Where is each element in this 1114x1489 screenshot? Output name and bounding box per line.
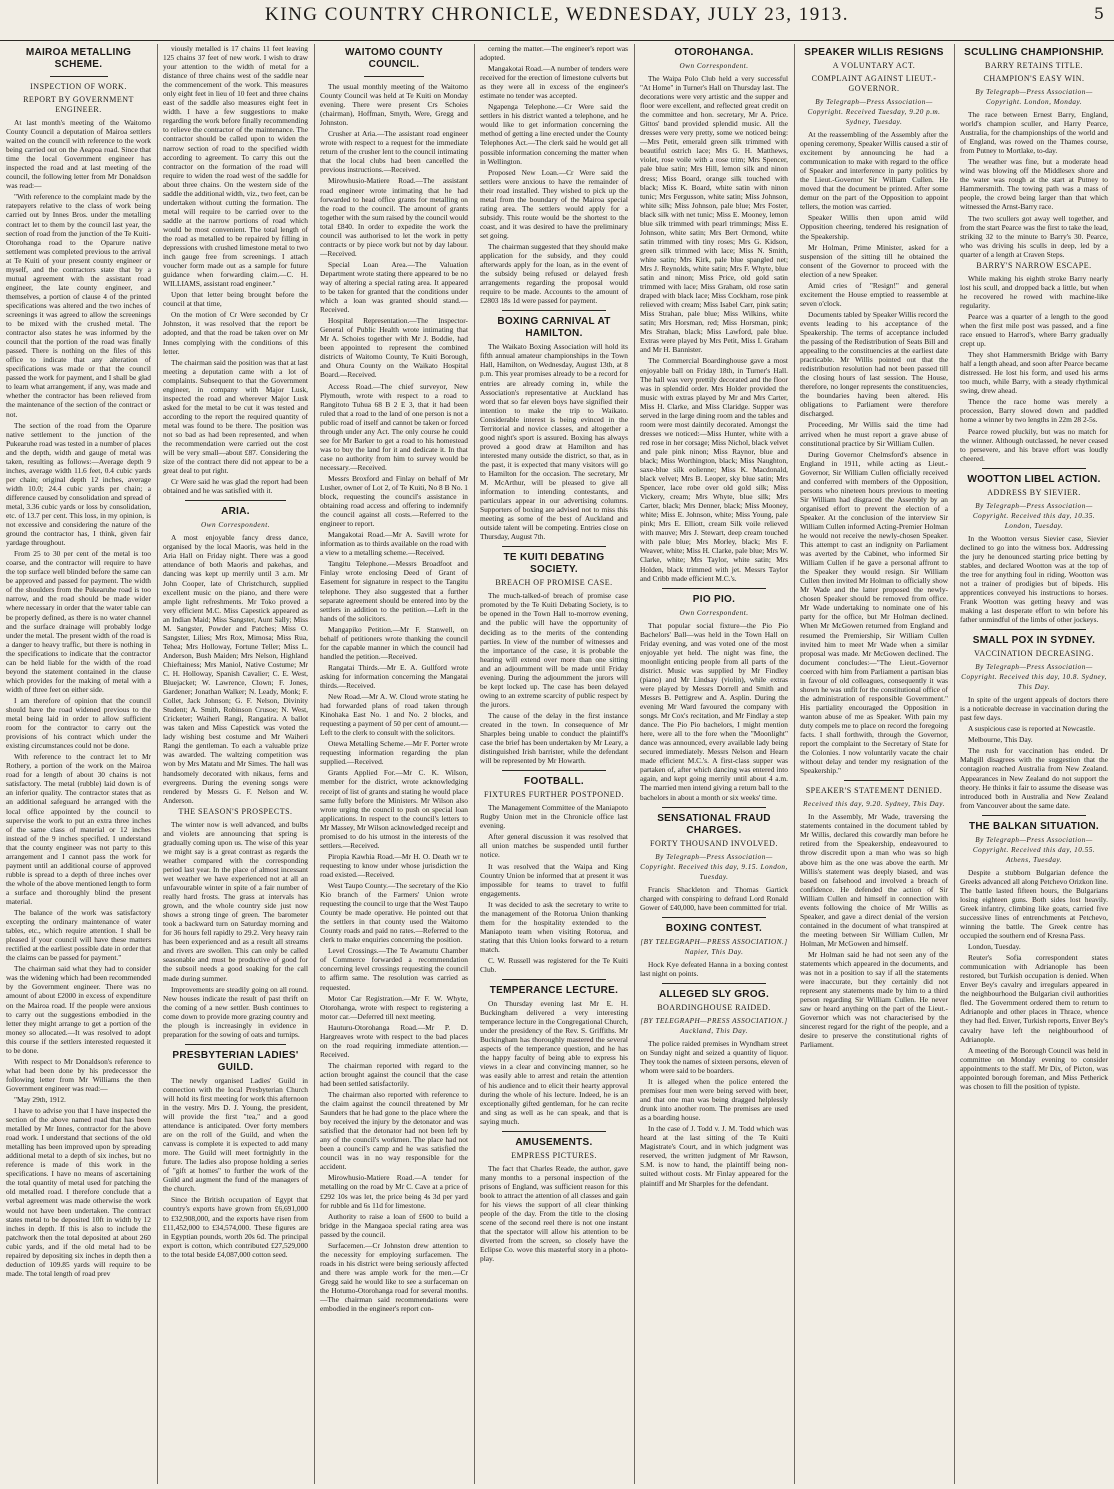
paragraph: The weather was fine, but a moderate head wind was blowing off the Middlesex shore and the water was rough at the start at Putney to Hammersmith. The towing path was a mass of people, the crowd being larger than that which witnessed the Arnst-Barry race. xyxy=(960,157,1108,212)
telegraph-line: Received this day, 9.20. Sydney, This Day. xyxy=(803,800,945,809)
paragraph: In spite of the urgent appeals of doctors there is a noticeable decrease in vaccination during the past few days. xyxy=(960,695,1108,723)
paragraph: At the reassembling of the Assembly after the opening ceremony, Speaker Willis caused a stir of excitement by announcing he had a communication to make with regard to the office of Speaker and interference in party politics by the Lieut.-Governor Sir William Cullen. He moved that the document be printed. After some demur on the part of the Opposition to appoint tellers, the motion was carried. xyxy=(800,130,948,212)
paragraph: It is alleged when the police entered the premises four men were being served with beer, and that one man was being dragged helplessly drunk into another room. The premises are used as a boarding house. xyxy=(640,1076,788,1123)
article-subhead: BOARDINGHOUSE RAIDED. xyxy=(657,1002,771,1012)
divider xyxy=(185,1044,287,1045)
paragraph: The winter now is well advanced, and bulbs and violets are announcing that spring is gradually coming upon us. The wise of this year we might say is a great contrast as regards the weather compared with the corresponding period last year. In the place of almost incessant wet weather we have experienced not at all an unfavourable winter in spite of a fair number of really hard frosts. The grass at intervals has grown, and the whole country side just now shows a strong tinge of green. The barometer took a backward turn on Saturday morning and for 36 hours fell rapidly to 29.2. Very heavy rain has been experienced and as a result all streams and rivers are swollen. This can only be called seasonable and must be productive of good for the subsoil needs a good soaking for the call made during summer. xyxy=(163,819,308,983)
paragraph: Upon that letter being brought before the council at that time, xyxy=(163,290,308,309)
article-headline: TEMPERANCE LECTURE. xyxy=(489,985,619,997)
paragraph: Proposed New Loan.—Cr Were said the settlers were anxious to have the remainder of their road installed. They wished to pick up the metal from the boundary of the Mairoa special rating area. The settlers would apply for a subsidy. This route would be the shortest to the coast, and it was desired to have the preliminary set going. xyxy=(480,167,628,240)
paragraph: Ngapenga Telephone.—Cr Were said the settlers in his district wanted a telephone, and he would like to get information concerning the method of getting a line erected under the County Telephones Act.—The clerk said he would get all possible information concerning the matter when in Wellington. xyxy=(480,102,628,166)
paragraph: The two scullers got away well together, and from the start Pearce was the first to take the lead, striking 32 to the minute to Barry's 30. Pearce, who was driving his sculls in deep, led by a quarter of a length at Craven Steps. xyxy=(960,213,1108,259)
article-headline: WOOTTON LIBEL ACTION. xyxy=(967,473,1101,485)
article-headline: BOXING CONTEST. xyxy=(665,922,763,934)
article-subhead: INSPECTION OF WORK. xyxy=(30,82,127,91)
paragraph: It was resolved that the Waipa and King Country Union be informed that at present it was impossible for teams to travel to fulfil engagements. xyxy=(480,861,628,898)
telegraph-line: By Telegraph—Press Association—Copyright. Received Tuesday, 9.20 p.m. Sydney, Tuesday. xyxy=(807,98,941,126)
article-headline: PRESBYTERIAN LADIES' GUILD. xyxy=(172,1049,299,1073)
divider xyxy=(662,917,766,918)
paragraph: Amid cries of "Resign!" and general excitement the House emptied to reassemble at seven o'clock. xyxy=(800,280,948,308)
divider xyxy=(662,983,766,984)
paragraph: On the motion of Cr Were seconded by Cr Johnston, it was resolved that the report be adopted, and that the road be taken over on Mr Innes complying with the conditions of this letter. xyxy=(163,310,308,356)
article-headline: ARIA. xyxy=(221,506,250,518)
paragraph: London, Tuesday. xyxy=(968,942,1021,952)
divider xyxy=(502,770,606,771)
article-headline: OTOROHANGA. xyxy=(674,47,754,58)
paragraph: Rangatai Thirds.—Mr E. A. Gullford wrote asking for information concerning the Mangatai thirds.—Received. xyxy=(320,662,468,690)
paragraph: A most enjoyable fancy dress dance, organised by the local Maoris, was held in the Aria Hall on Friday night. There was a good attendance of both Maoris and pakehas, and dancing was kept up merrily until 3 a.m. Mr John Cooper, late of Christchurch, supplied excellent music on the piano, and there were ample light refreshments. Mr Toko proved a very efficient M.C. Miss Capestick appeared as an Indian Maid; Miss Sangster, Aunt Sally; Miss M. Sangster, Powder and Patches; Miss O. Sangster, Lilies; Mrs Rox, Mimosa; Miss Rua, Tehea; Mrs Holloway, Fortune Teller; Miss L. Anderson, Bush Maiden; Mrs Nelson, Highland Chieftainess; Mrs Maniol, Native Costume; Mr C. H. Holloway, Spanish Cavalier; C. E. West, Bluejacket; W. Lawrence, Clown; F. Jones, Gardener; Jonathan Walker; N. Leady, Monk; F. Collet, Jack Johnson; G. F. Nelson, Divinity Student; A. Smith, Robinson Crusoe; N. West, Cricketer; Waiheri Rangi, Rangatira. A ballot was taken and Miss Capestick was voted the lady wishing best costume and Mr Waiheri Rangi the gentleman. To each a valuable prize was awarded. The waltzing competition was won by Mrs Matatu and Mr Simes. The hall was handsomely decorated with nikaus, ferns and evergreens. During the evening songs were rendered by Messrs G. F. Nelson and W. Anderson. xyxy=(163,533,308,805)
paragraph: The newly organised Ladies' Guild in connection with the local Presbyterian Church will hold its first meeting for work this afternoon in the vestry. Mrs D. J. Young, the president, will provide the first "tea," and a good attendance is anticipated. Over forty members are on the roll of the Guild, and when the canvass is complete it is expected to add many more. The Guild will meet fortnightly in the future. The ladies also propose holding a series of "gift at homes" to further the work of the Guild and augment the fund of the managers of the church. xyxy=(163,1075,308,1194)
paragraph: The chairman reported with regard to the action brought against the council that the case had been settled satisfactorily. xyxy=(320,1060,468,1088)
paragraph: viously metalled is 17 chains 11 feet leaving 125 chains 37 feet of new work. I wish to draw your attention to the width of metal for a distance of three chains west of the saddle near the commencement of the work. This measures only eight feet in lieu of 10 feet and three chains east of the saddle also measures eight feet in width. I have a few suggestions to make regarding the work before finally recommending to relieve the contractor of the maintenance. The contractor should be called upon to widen the narrow section of road to the specified width according to agreement. To carry this out the contractor on the formation of the road will require to widen the road west of the saddle for about three chains. On the western side of the saddle the additional width, viz., two feet, can be undertaken without cutting the formation. The metal will require to be carried over to the saddle at the narrow portions of road which would be most convenient. The total length of the road as metalled to be repaired by filling in depressions with crushed limestone metal to two inch gauge free from screenings. I attach voucher form made out as a sample for future guidance when forwarding claim.—C. H. WILLIAMS, assistant road engineer." xyxy=(163,44,308,289)
article-subhead: A VOLUNTARY ACT. xyxy=(832,61,916,70)
page-number: 5 xyxy=(1093,4,1104,23)
telegraph-line: [BY TELEGRAPH—PRESS ASSOCIATION.] Napier, This Day. xyxy=(640,937,788,956)
telegraph-line: [BY TELEGRAPH—PRESS ASSOCIATION.] Auckland, This Day. xyxy=(640,1016,788,1035)
paragraph: Mr Holman said he had not seen any of the statements which appeared in the documents, and was not in a position to say if all the statements were inaccurate, but they certainly did not represent any statements made by him to a third person regarding Sir William Cullen. He never saw or heard anything on the part of the Lieut.-Governor which was not characterised by the sincerest regard for the right of the people, and a desire to preserve the constitutional rights of Parliament. xyxy=(800,949,948,1050)
article-headline: SPEAKER WILLIS RESIGNS xyxy=(804,47,944,58)
paragraph: A meeting of the Borough Council was held in committee on Monday evening to consider appointments to the staff. Mr Dix, of Picton, was appointed borough foreman, and Miss Petherick was chosen to fill the position of typiste. xyxy=(960,1045,1108,1091)
divider xyxy=(185,500,287,501)
paragraph: Hauturu-Otorohanga Road.—Mr P. D. Hargreaves wrote with respect to the bad places on the road requiring immediate attention.—Received. xyxy=(320,1022,468,1059)
paragraph: Messrs Broxford and Finlay on behalf of Mr Lusher, owner of Lot 2, of Te Kuiti, No 8 B No. 1 block, requesting the council's assistance in obtaining road access and offering to indemnify the council against all costs.—Referred to the engineer to report. xyxy=(320,473,468,529)
paragraph: The Waipa Polo Club held a very successful "At Home" in Turner's Hall on Thursday last. The decorations were very artistic and the supper and floor were excellent, and reflected great credit on the committee and hon. secretary, Mr A. Price. Gittos' band provided splendid music. All the dresses were very pretty, some we noticed being:—Mrs Petit, emerald green silk trimmed with beautiful ostrich lace; Mrs G. H. Matthews, violet, rose voile with a rose trim; Mrs Spencer, pale blue satin; Mrs Hill, lemon silk and ninon dress; Miss Board, orange silk touched with black; Miss K. Board, white satin with ninon tunic; Mrs Fergusson, white satin; Miss Johnson, white silk; Miss Johnson, pale blue; Mrs Foster, black silk with net tunic; Miss E. Mooney, lemon blue silk trimmed with pearl trimmings; Miss E. Johnson, white satin; Mrs Bert Ormond, white satin trimmed with tiny roses; Mrs G. Kidson, green silk trimmed with lace; Miss N. Smith, white satin; Mrs Kirk, pale blue spangled net; Mrs J. Reynolds, white satin; Mrs F. Whyte, blue satin and ninon; Miss Price, old gold satin trimmed with lace; Miss Graham, old rose satin draped with black lace; Miss Cockham, rose pink relieved with cream; Miss Isabel Carr, pink satin; Miss Strahan, pale blue; Miss Wilkins, white satin; Mrs Horsman, red; Miss Horsman, pink; Mrs Strahan, black; Miss Lawford, pale blue. Extras were played by Mrs Petit, Miss I. Graham and Mr H. Bannister. xyxy=(640,74,788,355)
divider xyxy=(982,815,1086,816)
paragraph: Piropia Kawhia Road.—Mr H. O. Death wr te requesting to know under whose jurisdiction the road existed.—Received. xyxy=(320,851,468,879)
article-headline: MAIROA METALLING SCHEME. xyxy=(25,47,132,70)
paragraph: The police raided premises in Wyndham street on Sunday night and seized a quantity of liquor. They took the names of sixteen persons, eleven of whom were said to be boarders. xyxy=(640,1038,788,1075)
byline: Own Correspondent. xyxy=(200,521,271,530)
paragraph: Despite a stubborn Bulgarian defence the Greeks advanced all along Petchevo Orizkon line. The battle lasted fifteen hours, the Bulgarians losing eighteen guns. Both sides lost heavily. Greek infantry, climbing like goats, carried five successive lines of entrenchments at Petchevo, winning the battle. The Greek centre has occupied the southern end of Kresna Pass. xyxy=(960,867,1108,941)
paragraph: The chairman said the position was that at last meeting a deputation came with a lot of complaints. Subsequent to that the Government engineer, in company with Major Lusk, inspected the road and wherever Major Lusk asked for the metal to be cut it was tested and according to the report the required quantity of metal was found to be there. The position was not so bad as had been represented, and when the recommendation were carried out the cost will be very small—about £87. Considering the size of the contract there did not appear to be a great deal to put right. xyxy=(163,357,308,476)
paragraph: Surfacemen.—Cr Johnston drew attention to the necessity for employing surfacemen. The roads in his district were being seriously affected and there was ample work for the men.—Cr Gregg said he would like to see a surfaceman on the Hotumo-Otorohanga road for several months.—The chairman said recommendations were embodied in the engineer's report con- xyxy=(320,1240,468,1314)
paragraph: The race between Ernest Barry, England, world's champion sculler, and Harry Pearce, Australia, for the championships of the world and of England, was rowed on the Thames course, from Putney to Mortlake, to-day. xyxy=(960,110,1108,156)
paragraph: New Road.—Mr A. W. Cloud wrote stating he had forwarded plans of road taken through Kinohaka East No. 1 and No. 2 blocks, and requesting a payment of 50 per cent of amount.—Left to the clerk to consult with the solicitors. xyxy=(320,692,468,738)
article-subhead: ADDRESS BY SIEVIER. xyxy=(987,487,1081,497)
paragraph: Mr Holman, Prime Minister, asked for a suspension of the sitting till he obtained the consent of the Governor to proceed with the election of a new Speaker. xyxy=(800,242,948,279)
paragraph: In the Wootton versus Sievier case, Sievier declined to go into the witness box. Addressing the jury he denounced starting price betting by stables, and declared Wootton was at the top of the tree for anything foul in riding. Wootton was not a trainer of prodigies but of bipeds. His apprentices conveyed his instructions to horses. Frank Wootton was getting heavy and was making a last desperate effort to win before his father unmindful of the limbs of other jockeys. xyxy=(960,533,1108,625)
column-7 xyxy=(954,44,1114,1484)
paragraph: Mangapiko Petition.—Mr F. Stanwell, on behalf of petitioners wrote thanking the council for the capable manner in which the council had handled the petition.—Received. xyxy=(320,624,468,661)
divider xyxy=(364,76,423,77)
article-subhead: THE SEASON'S PROSPECTS. xyxy=(178,806,293,816)
paragraph: Crusher at Aria.—The assistant road engineer wrote with respect to a request for the immediate return of the crusher lent to the council intimating that the local clubs had been cancelled the previous instructions.—Received. xyxy=(320,129,468,175)
article-subhead: SPEAKER'S STATEMENT DENIED. xyxy=(805,786,943,796)
paragraph: Since the British occupation of Egypt that country's exports have grown from £6,691,000 to £32,908,000, and the exports have risen from £11,452,000 to £34,574,000. These figures are in Egyptian pounds, worth 20s 6d. The principal export is cotton, which contributed £27,529,000 to the total beside £4,087,000 cotton seed. xyxy=(163,1195,308,1259)
divider xyxy=(502,310,606,311)
paragraph: The rush for vaccination has ended. Dr Mahgill disagrees with the suggestion that the contagion reached Australia from New Zealand. Appearances in New Zealand do not support the theory. He thinks it fair to assume the disease was introduced both in Australia and New Zealand from Vancouver about the same date. xyxy=(960,746,1108,810)
article-subhead: FIXTURES FURTHER POSTPONED. xyxy=(484,790,624,800)
paragraph: After general discussion it was resolved that all union matches be suspended until further notice. xyxy=(480,832,628,860)
article-subhead: CHAMPION'S EASY WIN. xyxy=(983,74,1085,83)
paragraph: The Waikato Boxing Association will hold its fifth annual amateur championships in the Town Hall, Hamilton, on Wednesday, August 13th, at 8 p.m. This year promises already to be a record for entries are already coming in, while the Association's representative at Auckland has word that so far eleven boys have signified their intention to make the trip to Waikato. Considerable interest is being evinced in the Territorial and novice classes, and altogether a good night's sport is assured. Boxing has always proved a good draw at Hamilton and has interested many outside the district, so that, as in the past, it is expected that many visitors will go to Hamilton for the occasion. The secretary, Mr M. McArthur, will be pleased to give all information to intending contestants, and particulars appear in our advertising columns. Supporters of boxing are advised not to miss this meeting as some of the best of Auckland and outside talent will be competing. Entries close on Thursday, August 7th. xyxy=(480,342,628,542)
divider xyxy=(502,979,606,980)
paragraph: The chairman also reported with reference to the claim against the council threatened by Mr Saunders that he had gone to the place where the boy received the injury by the detonator and was satisfied that the detonator had not been left by any of the council's workmen. The place had not been a council's camp and he was satisfied the council was in no way responsible for the accident. xyxy=(320,1090,468,1172)
paragraph: With respect to Mr Donaldson's reference to what had been done by his predecessor the following letter from Mr Williams the then Government engineer was read:— xyxy=(6,1056,151,1093)
paragraph: The much-talked-of breach of promise case promoted by the Te Kuiti Debating Society, is to be opened in the Town Hall to-morrow evening, and the public will have the opportunity of deciding as to the merits of the contending parties. In view of the number of witnesses and the importance of the case, it is probable the hearing will extend over more than one sitting and an adjournment will be made until Friday evening. During the adjournment the jurors will be kept locked up. The case has been delayed owing to an extreme scarcity of public respect by the jurors. xyxy=(480,591,628,709)
article-headline: SCULLING CHAMPIONSHIP. xyxy=(964,47,1104,58)
paragraph: Improvements are steadily going on all round. New houses indicate the result of past thrift on the coming of a new settler. Bush continues to come down to provide more grazing country and the plough is increasingly in evidence in preparation for the sowing of oats and turnips. xyxy=(163,984,308,1039)
paragraph: It was decided to ask the secretary to write to the management of the Rotorua Union thanking them for the hospitality extended to the Maniapoto team when visiting Rotorua, and stating that this Union looks forward to a return match. xyxy=(480,899,628,954)
paragraph: The Management Committee of the Maniapoto Rugby Union met in the Chronicle office last evening. xyxy=(480,803,628,831)
paragraph: I am therefore of opinion that the council should have the road widened previous to the metal being laid in order to allow sufficient room for the contractor to carry out the provisions of his contract which under the existing circumstances could not be done. xyxy=(6,695,151,751)
paragraph: At last month's meeting of the Waitomo County Council a deputation of Mairoa settlers waited on the council with reference to the work being carried out on the Aeapoa road. Since that time the local Government engineer has inspected the road and at last meeting of the council, the following letter from Mr Donaldson was read:— xyxy=(6,118,151,191)
column-2 xyxy=(157,44,314,1484)
paragraph: Mirowhusio-Matiere Road.—The assistant road engineer wrote intimating that he had forwarded to head office grants for metalling on the road to the council. The amount of grants together with the sum raised by the council would total £840. In order to expedite the work the council was authorised to let the work in petty contracts or by piece work but not by day labour.—Received. xyxy=(320,176,468,258)
byline: Own Correspondent. xyxy=(679,62,749,70)
divider xyxy=(502,546,606,547)
paragraph: Otewa Metalling Scheme.—Mr F. Porter wrote requesting information regarding the plan supplied.—Received. xyxy=(320,739,468,767)
paragraph: While making his eighth stroke Barry nearly lost his scull, and dropped back a little, but when he recovered he rowed with machine-like regularity. xyxy=(960,273,1108,310)
paragraph: The cause of the delay in the first instance created in the town. In consequence of Mr Sharples being unable to conduct the plaintiff's case the brief has been undertaken by Mr Leary, a distinguished Irish barrister, while the defendant will be represented by Mr Howarth. xyxy=(480,710,628,766)
paragraph: Documents tabled by Speaker Willis record the events leading to his acceptance of the Speakership. The terms of acceptance included the passing of the Redistribution of Seats Bill and appealing to the constituencies at the earliest date practicable. Mr Willis pointed out that the redistribution resolution had not been passed till the closing hours of last session. The House, therefore, no longer represents the constituencies, the boundaries having been altered. His obligations to Parliament were therefore discharged. xyxy=(800,309,948,419)
paragraph: Thence the race home was merely a procession, Barry slowed down and paddled home a winner by two lengths in 22m 28 2-5s. xyxy=(960,397,1108,425)
paragraph: Authority to raise a loan of £600 to build a bridge in the Mangaoa special rating area was passed by the council. xyxy=(320,1211,468,1239)
paragraph: Mirowhusio-Matiere Road.—A tender for metalling on the road by Mr C. Cave at a price of £292 10s was let, the price being 4s 3d per yard for rubble and 6s 11d for limestone. xyxy=(320,1173,468,1210)
article-headline: AMUSEMENTS. xyxy=(515,1136,593,1148)
paragraph: The chairman suggested that they should make application for the subsidy, and they could afterwards apply for the loan, as in the event of the subsidy being refused or delayed fresh arrangements regarding the proposal would require to be made. Accounts to the amount of £2803 18s 1d were passed for payment. xyxy=(480,241,628,306)
paragraph: In the Assembly, Mr Wade, traversing the statements contained in the document tabled by Mr Willis, declared this cowardly man before he retired from the Speakership, endeavoured to throw discredit upon a man who was so high above him as the one was above the earth. Mr Willis's statement was deeply biased, and was based on falsehood and involved a breach of confidence. He defended the action of Sir William Cullen and himself in connection with events following the choice of Mr Willis as Speaker, and gave a direct denial of the version contained in the document of what transpired at the meeting between Sir William Cullen, Mr Holman, Mr McGowen and himself. xyxy=(800,812,948,948)
paragraph: The balance of the work was satisfactory excepting the ordinary maintenance of water tables, etc., which require attention. I shall be pleased if your council will have these matters rectified at the earliest possible date in order that the claims can be passed for payment." xyxy=(6,908,151,963)
paragraph: Motor Car Registration.—Mr F. W. Whyte, Otorohanga, wrote with respect to registering a motor car.—Deferred till next meeting. xyxy=(320,993,468,1021)
article-headline: BOXING CARNIVAL AT HAMILTON. xyxy=(497,316,611,340)
article-subhead: BARRY RETAINS TITLE. xyxy=(984,61,1084,70)
telegraph-line: By Telegraph—Press Association—Copyright. Received this day, 10.8. Sydney, This Day. xyxy=(961,663,1107,692)
paragraph: Grants Applied For.—Mr C. K. Wilson, member for the district, wrote acknowledging receipt of list of grants and stating he would place same fully before the Ministers. Mr Wilson also wrote urging the council to push on special loan applications. In respect to the council's letters to Mr Massey, Mr Wilson acknowledged receipt and promised to do his utmost in the interests of the settlers.—Received. xyxy=(320,768,468,850)
paragraph: During Governor Chelmsford's absence in England in 1911, while acting as Lieut.-Governor, Sir William Cullen officially received and conferred with members of the Opposition, persons who nineteen hours previous to meeting Sir William had disgraced the Assembly by an organised effort to prevent the election of a Speaker. At the conclusion of the interview Sir William Cullen informed Acting-Premier Holman he would not receive the newly-chosen Speaker. This attempt to cast an indignity on Parliament was averted by the Cabinet, who informed Sir William Cullen if he gave a personal affront to the Speaker they would resign. Sir William Cullen then invited Mr Holman to officially show Mr Wade and the latter proposed the newly-chosen Speaker should be removed from office. Mr Wade undertaking to nominate one of his party for the office, but Mr Holman declined. When Mr McGowen returned from England and resumed the Premiership, Sir William Cullen invited him to meet Mr Wade when a similar proposal was made. Mr McGowen declined. The document concludes:—"The Lieut.-Governor coerced with him from Parliament a partisan bias in favour of old colleagues, consequently it was shown he was unfit for the constitutional office of the administration of responsible Government." His partiality encouraged the Opposition in wanton abuse of me as Speaker. With pain my duty compels me to place on record the foregoing facts. I shall forthwith, through the Governor, report the complaint to the Secretary of State for the Colonies. I now voluntarily vacate the chair without delay and tender my resignation of the Speakership." xyxy=(800,449,948,776)
paragraph: The chairman said what they had to consider was the widening which had been recommended by the Government engineer. There was no amount of about £2000 in excess of expenditure on the Mairoa road. If the people were anxious to carry out the suggestions embodied in the letter they might arrange to get a portion of the money so allocated.—It was resolved to adopt this course if the settlers interested requested it to be done. xyxy=(6,964,151,1055)
divider xyxy=(982,468,1086,469)
paragraph: West Taupo County.—The secretary of the Kio Kio branch of the Farmers' Union wrote requesting the council to urge that the West Taupo County be made operative. He pointed out that the settlers in that county used the Waitomo County roads and paid no rates.—Referred to the clerk to make enquiries concerning the position. xyxy=(320,880,468,945)
paragraph: The usual monthly meeting of the Waitomo County Council was held at Te Kuiti on Monday evening. There were present Crs Schoies (chairman), Hoffman, Smyth, Were, Gregg and Johnston. xyxy=(320,82,468,128)
byline: Own Correspondent. xyxy=(679,608,749,617)
paragraph: Francis Shackleton and Thomas Gartick charged with conspiring to defraud Lord Ronald Gower of £40,000, have been committed for trial. xyxy=(640,884,788,912)
paragraph: "May 29th, 1912. xyxy=(14,1094,66,1104)
paragraph: With reference to the contract let to Mr Rothery, a portion of the work on the Mairoa road for a length of about 30 chains is not satisfactory. The metal (rubble) laid down is of an inferior quality. The contractor states that as an additional safeguard he arranged with the local office appointed by the council to supervise the work to put an extra three inches of the same class of material or 12 inches instead of the 9 inches specified. I understand that the county engineer was not party to this arrangement and I cannot pass the work for payment until an additional course of approved rubble is spread to a depth of three inches over the whole of the above mentioned length to form a surface and thoroughly blind the present material. xyxy=(6,752,151,906)
divider xyxy=(662,588,766,589)
article-headline: WAITOMO COUNTY COUNCIL. xyxy=(345,47,443,70)
article-subhead: COMPLAINT AGAINST LIEUT.-GOVERNOR. xyxy=(811,74,937,93)
article-subhead: FORTY THOUSAND INVOLVED. xyxy=(650,838,778,848)
article-subhead: BARRY'S NARROW ESCAPE. xyxy=(976,260,1092,270)
article-subhead: VACCINATION DECREASING. xyxy=(974,649,1094,659)
article-headline: THE BALKAN SITUATION. xyxy=(969,820,1099,832)
article-headline: ALLEGED SLY GROG. xyxy=(658,988,770,1000)
paragraph: That popular social fixture—the Pio Pio Bachelors' Ball—was held in the Town Hall on Friday evening, and was voted one of the most enjoyable yet held. The night was fine, the moonlight enticing people from all parts of the district. Music was supplied by Mr Findley (piano) and Mr Lindsay (violin), while extras were played by Messrs Dorrell and Smith and Messrs B. Pettigrew and A. Asplin. During the evening Mr Ward favoured the company with songs. Mr Cox's recitation, and Mr Findlay a step dance. The Pio Pio bachelors, I might mention here, were all to the fore when the "Moonlight" dance was announced, every available lady being secured immediately. Messrs Nelson and Hearn made efficient M.C.'s. A first-class supper was partaken of, after which dancing was entered into again, and kept going merrily until about 4 a.m. The married men intend giving a return ball to the bachelors in about a month or six weeks' time. xyxy=(640,620,788,802)
paragraph: They shot Hammersmith Bridge with Barry half a length ahead, and soon after Pearce became distressed. He lost his form, and used his arms too much, while Barry, with a steady rhythmical swing, drew ahead. xyxy=(960,350,1108,396)
divider xyxy=(844,780,903,781)
paragraph: Hock Kye defeated Hanna in a boxing contest last night on points. xyxy=(640,959,788,978)
newspaper-title: KING COUNTRY CHRONICLE, WEDNESDAY, JULY 23, 1913. xyxy=(265,4,849,25)
paragraph: Level Crossings.—The Te Awamutu Chamber of Commerce forwarded a recommendation concerning level crossings requesting the council to affirm same. The resolution was carried as requested. xyxy=(320,946,468,992)
paragraph: Pearce was a quarter of a length to the good when the first mile post was passed, and a fine race ensued to Harrod's, where Barry gradually crept up. xyxy=(960,311,1108,349)
article-headline: PIO PIO. xyxy=(692,593,736,605)
telegraph-line: By Telegraph—Press Association—Copyright. Received this day, 10.35. London, Tuesday. xyxy=(972,501,1096,530)
paragraph: Proceeding, Mr Willis said the time had arrived when he must report a grave abuse of constitutional practice by Sir William Cullen. xyxy=(800,420,948,448)
column-6 xyxy=(794,44,954,1484)
paragraph: Special Loan Area.—The Valuation Department wrote stating there appeared to be no way of altering a special rating area. It appeared to be taken for granted that the conditions under which a loan was granted should stand.—Received. xyxy=(320,259,468,315)
paragraph: Mangakotai Road.—A number of tenders were received for the erection of limestone culverts but as they were all in excess of the engineer's estimate no tender was accepted. xyxy=(480,64,628,101)
telegraph-line: By Telegraph—Press Association—Copyright. Received this day, 9.15. London, Tuesday. xyxy=(640,852,788,881)
paragraph: C. W. Russell was registered for the Te Kuiti Club. xyxy=(480,955,628,975)
paragraph: Melbourne, This Day. xyxy=(968,735,1033,745)
paragraph: Mangakotai Road.—Mr A. Savill wrote for information as to thirds available on the road with a view to a metalling scheme.—Received. xyxy=(320,530,468,558)
paragraph: The Commercial Boardinghouse gave a most enjoyable ball on Friday 18th, in Turner's Hall. The hall was very prettily decorated and the floor was in splendid order. Mrs Holder provided the music with extras played by Mr and Mrs Carter, Miss H. Clarke, and Miss Claridge. Supper was served in the large dining room and the tables and room were most daintily decorated. Amongst the dresses we noticed:—Miss Hunter, white with a red rose in her corsage; Miss Nichol, black velvet and pale pink ninon; Miss Raynor, blue and black; Miss Worthington, black; Miss Naughton, saxe-blue silk eolienne; Miss K. Macdonald, black velvet; Mrs B. Leoper, sky blue satin; Mrs Spencer, lace robe over old gold silk; Miss Vickery, cream; Mrs Whyte, blue silk; Mrs Carter, black; Mrs Denner, black; Miss Mooney, white; Miss E. Johnson, white; Miss Young, pale pink; Mrs E. Elliott, cream Silk voile relieved with mauve; Mrs J. Stewart, deep cream touched with pale blue; Mrs Morley, black; Mrs F. Weaver, white; Miss H. Clarke, pale blue; Mrs W. Clarke, white; Mrs Taylor, white satin; Mrs Holden, black trimmed with jet. Messrs Taylor and Cribb made efficient M.C.'s. xyxy=(640,356,788,583)
article-headline: SMALL POX IN SYDNEY. xyxy=(972,635,1096,647)
article-subhead: EMPRESS PICTURES. xyxy=(511,1150,597,1160)
paragraph: I have to advise you that I have inspected the section of the above named road that has been metalled by Mr Innes, contractor for the above road work. I understand that sections of the old metalling has been improved upon by spreading additional metal to a depth of six inches, but no reference is made of this work in the specifications. I have no means of ascertaining the total quantity of metal used for patching the old metalled road. I therefore conclude that a verbal agreement was made otherwise the work would not have been undertaken. The contract states metal to be deposited 10ft in width by 12 inches in depth. If this is also to include the patchwork then the total deposited at about 260 cubic yards, and if the old metal had to be repaired by depositing six inches in depth then a deduction of 109.85 yards will require to be made. The total length of road prev xyxy=(6,1106,151,1278)
paragraph: Speaker Willis then upon amid wild Opposition cheering, tendered his resignation of the Speakership. xyxy=(800,213,948,241)
article-headline: SENSATIONAL FRAUD CHARGES. xyxy=(657,812,771,836)
divider xyxy=(50,76,108,77)
article-headline: FOOTBALL. xyxy=(524,776,584,788)
paragraph: In the case of J. Todd v. J. M. Todd which was heard at the last sitting of the Te Kuiti Magistrate's Court, and in which judgment was reserved, the written judgment of Mr Rawson, S.M. is now to hand, the plaintiff being non-suited without costs. Mr Finlay appeared for the plaintiff and Mr Sharples for the defendant. xyxy=(640,1124,788,1188)
paragraph: From 25 to 30 per cent of the metal is too coarse, and the contractor will require to have the top surface well blinded before the same can be approved and passed for payment. The width of the shoulders from the Pukearuhe road is too narrow, and the road should be made wider where necessary in order that the water table can be properly defined, as there is no water channel and the surface drainage will probably lodge under the metal. The present width of the road is a danger to heavy traffic, but there is nothing in the specifications to indicate that the contractor can be held liable for the width of the road beyond the statement contained in the clause which provides for the making of metal with a width of three feet on either side. xyxy=(6,549,151,694)
paragraph: The fact that Charles Reade, the author, gave many months to a personal inspection of the prisons of England, was sufficient reason for this book to attract the attention of all classes and gain for his views the support of all clear thinking people of the day. From the title to the closing scene of the second reel there is not one instant that the spectator will allow his attention to be diverted from the screen, so closely have the Eclipse Co. wove this masterful story in a photo-play. xyxy=(480,1163,628,1264)
paragraph: "With reference to the complaint made by the ratepayers relative to the class of work being carried out by Innes Bros. under the metalling contract let to them by the council last year, the section of road from the junction of the Te Kuiti-Otorohanga road to the Oparure native settlement was completed previous to the arrival at Te Kuiti of your present county engineer or myself, and the contractors state that by a mutual agreement with the assistant road engineer, the late county engineer, and themselves, a portion of clause 4 of the printed specifications was altered and the two inches of screenings it was agreed to allow the screenings to be mixed with the crushed metal. The contractor also states he was informed by the council that the portion of the road was finally passed. There is nothing on the files of this office to indicate that any alteration of specifications was made or that the council passed the work for payment, and I shall be glad to learn what arrangement, if any, was made and whether the contractor has been relieved from the maintenance of the section of the contract or not. xyxy=(6,192,151,419)
paragraph: Cr Were said he was glad the report had been obtained and he was satisfied with it. xyxy=(163,477,308,496)
paragraph: The section of the road from the Oparure native settlement to the junction of the Pukearuhe road was tested in a number of places and the depth, width and gauge of metal was taken, resulting as follows:—Average depth 9 inches, average width 11.6 feet, 0.4 cubic yards per chain; original depth 12 inches, average width 10.0; 24.4 cubic yards per chain; a difference caused by consolidation and spread of metal, 3.36 cubic yards or loss by consolidation, etc. of 13.7 per cent. This loss, in my opinion, is not excessive and considering the nature of the ground the contractor has, I think, given fair yardage throughout. xyxy=(6,420,151,548)
paragraph: cerning the matter.—The engineer's report was adopted. xyxy=(480,44,628,63)
masthead xyxy=(0,0,1114,41)
telegraph-line: By Telegraph—Press Association—Copyright. London, Monday. xyxy=(975,88,1093,106)
telegraph-line: By Telegraph—Press Association—Copyright. Received this day, 10.55. Athens, Tuesday. xyxy=(972,835,1096,864)
divider xyxy=(982,629,1086,630)
column-4 xyxy=(474,44,634,1484)
paragraph: Access Road.—The chief surveyor, New Plymouth, wrote with respect to a road to Rangitoto Tuhua 68 B 2 E 3, that it had been ruled that a road to the land of one person is not a public road of itself and cannot be taken or forced through under any Act. The only course he could see for Mr Barker to get a road to his homestead was to buy the land for it and dedicate it. In that case no authority from him to survey would be necessary.—Received. xyxy=(320,381,468,472)
paragraph: On Thursday evening last Mr E. H. Buckingham delivered a very interesting temperance lecture in the Congregational Church, under the presidency of the Rev. S. Griffiths. Mr Buckingham has thoroughly mastered the several aspects of the temperance question, and he has the happy faculty of being able to express his views in a clear and convincing manner, so he was easily able to arrest and retain the attention of his audience and to elicit their hearty approval during the whole of his lecture. Indeed, he is an exceptionally gifted gentleman, for he can recite and sing as well as he can speak, and that is saying much. xyxy=(480,999,628,1126)
column-3 xyxy=(314,44,474,1484)
column-5 xyxy=(634,44,794,1484)
paragraph: Reuter's Sofia correspondent states communication with Adrianople has been restored, but Turkish occupation is denied. When Enver Bey's cavalry and irregulars appeared in the neighbourhood the Bulgarian civil authorities fled. The Government ordered them to return to Adrianople and other places in Thrace, whence they had fled. Enver, Turkish reports, Enver Bey's cavalry have left the neighbourhood of Adrianople. xyxy=(960,953,1108,1044)
article-subhead: REPORT BY GOVERNMENT ENGINEER. xyxy=(23,95,134,114)
paragraph: A suspicious case is reported at Newcastle. xyxy=(968,724,1096,734)
divider xyxy=(662,807,766,808)
article-headline: TE KUITI DEBATING SOCIETY. xyxy=(503,552,605,576)
paragraph: Hospital Representation.—The Inspector-General of Public Health wrote intimating that Mr A. Schoies together with Mr J. Boddie, had been appointed to represent the combined districts of Waitomo County, Te Kuiti Borough, and Ohura County on the Waikato Hospital Board.—Received. xyxy=(320,316,468,380)
column-1 xyxy=(0,44,157,1484)
paragraph: Pearce rowed pluckily, but was no match for the winner. Although outclassed, he never ceased to persevere, and his brave effort was loudly cheered. xyxy=(960,426,1108,463)
divider xyxy=(502,1131,606,1132)
article-subhead: BREACH OF PROMISE CASE. xyxy=(495,578,613,588)
paragraph: Tangitu Telephone.—Messrs Broadfoot and Finlay wrote enclosing Deed of Grant of Easement for signature in respect to the Tangitu telephone. They also suggested that a further separate agreement should be entered into by the settlers in addition to the petition.—Left in the hands of the solicitors. xyxy=(320,559,468,623)
